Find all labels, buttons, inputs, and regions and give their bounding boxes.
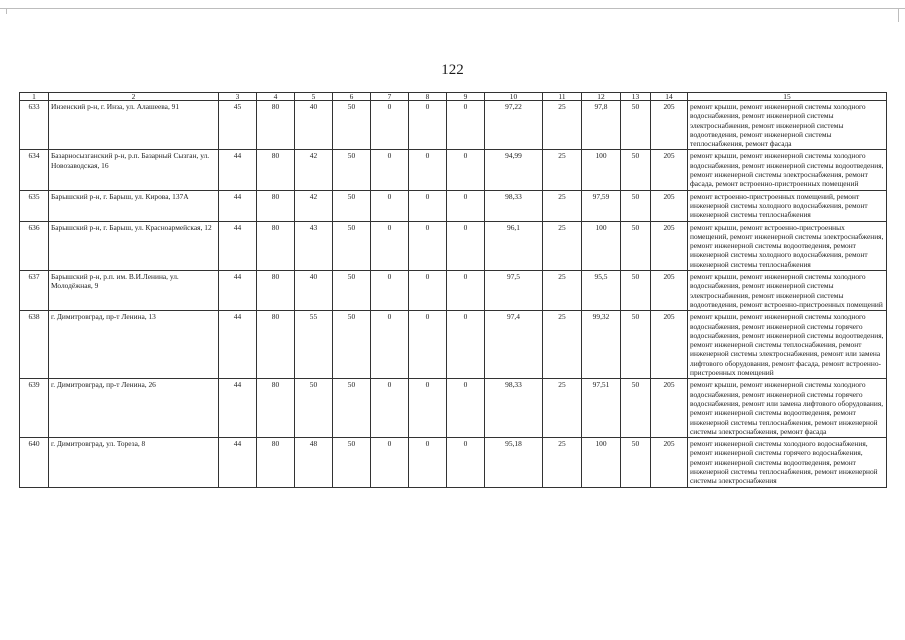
value-col-14: 205 <box>651 221 688 270</box>
address: г. Димитровград, пр-т Ленина, 13 <box>49 311 219 379</box>
value-col-9: 0 <box>447 190 485 221</box>
repair-works: ремонт крыши, ремонт инженерной системы холодного водоснабжения, ремонт инженерной системы водоотведения, ремонт инженерной системы электроснабжения, ремонт фасада, ремонт встроенно-пристроенных помещений <box>688 150 887 190</box>
value-col-13: 50 <box>621 311 651 379</box>
value-col-14: 205 <box>651 271 688 311</box>
value-col-11: 25 <box>543 271 582 311</box>
value-col-12: 97,51 <box>582 379 621 438</box>
table-row <box>20 101 887 150</box>
value-col-9: 0 <box>447 379 485 438</box>
value-col-4: 80 <box>257 379 295 438</box>
value-col-11: 25 <box>543 379 582 438</box>
value-col-6: 50 <box>333 379 371 438</box>
value-col-12: 95,5 <box>582 271 621 311</box>
value-col-8: 0 <box>409 101 447 150</box>
value-col-9: 0 <box>447 150 485 190</box>
value-col-11: 25 <box>543 101 582 150</box>
table-row <box>20 379 887 438</box>
value-col-5: 55 <box>295 311 333 379</box>
value-col-5: 40 <box>295 271 333 311</box>
value-col-8: 0 <box>409 190 447 221</box>
value-col-13: 50 <box>621 150 651 190</box>
value-col-13: 50 <box>621 438 651 487</box>
value-col-7: 0 <box>371 190 409 221</box>
value-col-9: 0 <box>447 438 485 487</box>
scan-edge-tick-left <box>6 8 7 14</box>
table-row <box>20 311 887 379</box>
value-col-4: 80 <box>257 101 295 150</box>
value-col-5: 40 <box>295 101 333 150</box>
value-col-10: 97,22 <box>485 101 543 150</box>
column-number: 13 <box>621 93 651 101</box>
value-col-12: 100 <box>582 221 621 270</box>
value-col-8: 0 <box>409 150 447 190</box>
value-col-3: 44 <box>219 150 257 190</box>
value-col-9: 0 <box>447 101 485 150</box>
value-col-8: 0 <box>409 311 447 379</box>
value-col-3: 45 <box>219 101 257 150</box>
table-row <box>20 271 887 311</box>
value-col-8: 0 <box>409 379 447 438</box>
value-col-13: 50 <box>621 271 651 311</box>
value-col-11: 25 <box>543 311 582 379</box>
table-row <box>20 150 887 190</box>
value-col-7: 0 <box>371 379 409 438</box>
value-col-3: 44 <box>219 379 257 438</box>
value-col-3: 44 <box>219 438 257 487</box>
column-number: 12 <box>582 93 621 101</box>
value-col-6: 50 <box>333 311 371 379</box>
value-col-8: 0 <box>409 221 447 270</box>
value-col-10: 98,33 <box>485 379 543 438</box>
value-col-5: 48 <box>295 438 333 487</box>
value-col-10: 96,1 <box>485 221 543 270</box>
value-col-10: 98,33 <box>485 190 543 221</box>
value-col-4: 80 <box>257 150 295 190</box>
value-col-14: 205 <box>651 379 688 438</box>
table-row <box>20 221 887 270</box>
repair-works: ремонт инженерной системы холодного водоснабжения, ремонт инженерной системы горячего водоснабжения, ремонт инженерной системы водоотведения, ремонт инженерной системы теплоснабжения, ремонт инженерной системы электроснабжения <box>688 438 887 487</box>
value-col-13: 50 <box>621 101 651 150</box>
value-col-4: 80 <box>257 221 295 270</box>
repair-works: ремонт крыши, ремонт инженерной системы холодного водоснабжения, ремонт инженерной системы горячего водоснабжения, ремонт или замена лифтового оборудования, ремонт инженерной системы водоотведения, ремонт инженерной системы теплоснабжения, ремонт инженерной системы электроснабжения, ремонт фасада <box>688 379 887 438</box>
value-col-6: 50 <box>333 190 371 221</box>
value-col-11: 25 <box>543 221 582 270</box>
column-number: 1 <box>20 93 49 101</box>
value-col-6: 50 <box>333 101 371 150</box>
column-number: 9 <box>447 93 485 101</box>
column-number: 4 <box>257 93 295 101</box>
repair-works: ремонт встроенно-пристроенных помещений, ремонт инженерной системы холодного водоснабжения, ремонт инженерной системы теплоснабжения <box>688 190 887 221</box>
housing-repair-table <box>19 92 887 488</box>
value-col-9: 0 <box>447 271 485 311</box>
value-col-4: 80 <box>257 311 295 379</box>
value-col-4: 80 <box>257 190 295 221</box>
row-number: 637 <box>20 271 49 311</box>
row-number: 639 <box>20 379 49 438</box>
value-col-10: 97,5 <box>485 271 543 311</box>
row-number: 635 <box>20 190 49 221</box>
value-col-11: 25 <box>543 438 582 487</box>
repair-works: ремонт крыши, ремонт инженерной системы холодного водоснабжения, ремонт инженерной системы электроснабжения, ремонт инженерной системы водоотведения, ремонт встроенно-пристроенных помещений <box>688 271 887 311</box>
value-col-7: 0 <box>371 271 409 311</box>
address: Базарносызганский р-н, р.п. Базарный Сызган, ул. Новозаводская, 16 <box>49 150 219 190</box>
value-col-7: 0 <box>371 101 409 150</box>
column-number: 2 <box>49 93 219 101</box>
column-number: 3 <box>219 93 257 101</box>
value-col-13: 50 <box>621 221 651 270</box>
table-row <box>20 190 887 221</box>
column-number: 6 <box>333 93 371 101</box>
address: г. Димитровград, пр-т Ленина, 26 <box>49 379 219 438</box>
value-col-6: 50 <box>333 150 371 190</box>
value-col-11: 25 <box>543 190 582 221</box>
value-col-9: 0 <box>447 311 485 379</box>
column-number: 15 <box>688 93 887 101</box>
value-col-13: 50 <box>621 379 651 438</box>
address: Инзенский р-н, г. Инза, ул. Алашеева, 91 <box>49 101 219 150</box>
value-col-14: 205 <box>651 190 688 221</box>
row-number: 640 <box>20 438 49 487</box>
column-number: 7 <box>371 93 409 101</box>
value-col-8: 0 <box>409 271 447 311</box>
column-number: 11 <box>543 93 582 101</box>
value-col-13: 50 <box>621 190 651 221</box>
value-col-14: 205 <box>651 150 688 190</box>
table-row <box>20 438 887 487</box>
address: г. Димитровград, ул. Тореза, 8 <box>49 438 219 487</box>
value-col-6: 50 <box>333 221 371 270</box>
row-number: 636 <box>20 221 49 270</box>
repair-works: ремонт крыши, ремонт инженерной системы холодного водоснабжения, ремонт инженерной системы горячего водоснабжения, ремонт инженерной системы водоотведения, ремонт инженерной системы теплоснабжения, ремонт инженерной системы электроснабжения, ремонт или замена лифтового оборудования, ремонт фасада, ремонт встроенно-пристроенных помещений <box>688 311 887 379</box>
value-col-5: 42 <box>295 150 333 190</box>
value-col-12: 100 <box>582 438 621 487</box>
row-number: 638 <box>20 311 49 379</box>
address: Барышский р-н, г. Барыш, ул. Красноармейская, 12 <box>49 221 219 270</box>
page-number: 122 <box>441 62 464 78</box>
value-col-7: 0 <box>371 221 409 270</box>
value-col-6: 50 <box>333 438 371 487</box>
value-col-14: 205 <box>651 438 688 487</box>
column-number: 10 <box>485 93 543 101</box>
value-col-4: 80 <box>257 271 295 311</box>
value-col-12: 97,59 <box>582 190 621 221</box>
scan-edge-line <box>0 8 905 9</box>
value-col-5: 42 <box>295 190 333 221</box>
value-col-10: 94,99 <box>485 150 543 190</box>
scan-edge-tick-right <box>898 8 899 22</box>
value-col-7: 0 <box>371 438 409 487</box>
value-col-5: 43 <box>295 221 333 270</box>
value-col-12: 97,8 <box>582 101 621 150</box>
column-number-row <box>20 93 887 101</box>
value-col-3: 44 <box>219 190 257 221</box>
column-number: 5 <box>295 93 333 101</box>
value-col-3: 44 <box>219 271 257 311</box>
address: Барышский р-н, г. Барыш, ул. Кирова, 137А <box>49 190 219 221</box>
value-col-12: 100 <box>582 150 621 190</box>
value-col-3: 44 <box>219 311 257 379</box>
value-col-6: 50 <box>333 271 371 311</box>
column-number: 8 <box>409 93 447 101</box>
address: Барышский р-н, р.п. им. В.И.Ленина, ул. Молодёжная, 9 <box>49 271 219 311</box>
value-col-12: 99,32 <box>582 311 621 379</box>
value-col-3: 44 <box>219 221 257 270</box>
value-col-5: 50 <box>295 379 333 438</box>
value-col-9: 0 <box>447 221 485 270</box>
column-number: 14 <box>651 93 688 101</box>
value-col-11: 25 <box>543 150 582 190</box>
value-col-8: 0 <box>409 438 447 487</box>
value-col-7: 0 <box>371 311 409 379</box>
value-col-14: 205 <box>651 311 688 379</box>
value-col-10: 97,4 <box>485 311 543 379</box>
value-col-7: 0 <box>371 150 409 190</box>
row-number: 634 <box>20 150 49 190</box>
value-col-4: 80 <box>257 438 295 487</box>
repair-works: ремонт крыши, ремонт встроенно-пристроенных помещений, ремонт инженерной системы электроснабжения, ремонт инженерной системы водоотведения, ремонт инженерной системы холодного водоснабжения, ремонт инженерной системы теплоснабжения <box>688 221 887 270</box>
row-number: 633 <box>20 101 49 150</box>
repair-works: ремонт крыши, ремонт инженерной системы холодного водоснабжения, ремонт инженерной системы электроснабжения, ремонт инженерной системы водоотведения, ремонт инженерной системы теплоснабжения, ремонт фасада <box>688 101 887 150</box>
value-col-10: 95,18 <box>485 438 543 487</box>
value-col-14: 205 <box>651 101 688 150</box>
